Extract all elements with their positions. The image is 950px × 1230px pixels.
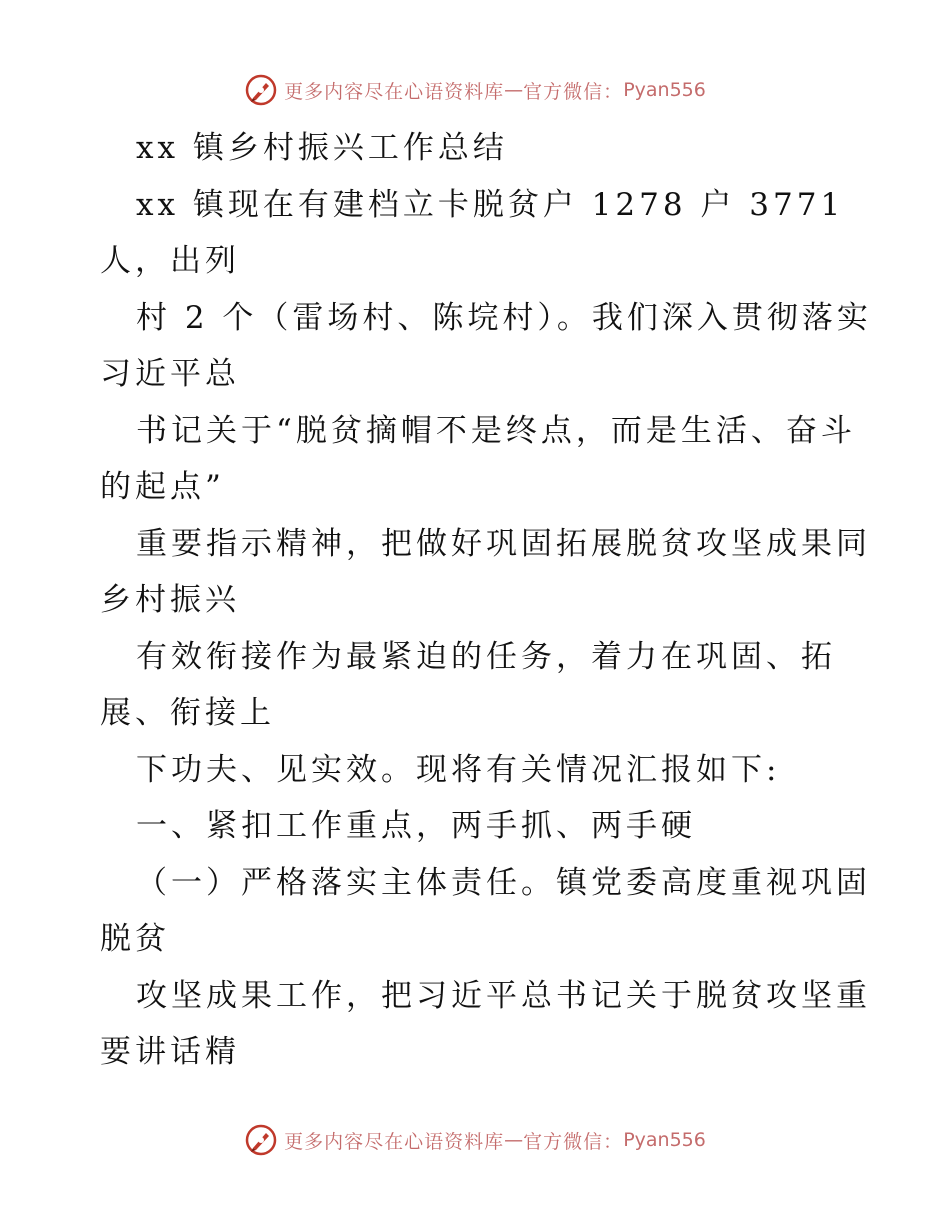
- text-line: 习近平总: [100, 356, 240, 392]
- watermark-wechat-id: Pyan556: [623, 79, 706, 101]
- watermark-separator: —: [504, 79, 524, 101]
- text-line: 有效衔接作为最紧迫的任务，着力在巩固、拓: [136, 638, 836, 675]
- text-line: xx 镇现在有建档立卡脱贫户 1278 户 3771: [136, 186, 845, 223]
- text-line: 一、紧扣工作重点，两手抓、两手硬: [136, 808, 696, 844]
- header-watermark: [0, 70, 950, 110]
- text-line: 人，出列: [100, 243, 240, 279]
- pen-logo-icon: [244, 1123, 278, 1157]
- text-line: 攻坚成果工作，把习近平总书记关于脱贫攻坚重: [136, 977, 871, 1014]
- watermark-label: 官方微信：: [523, 80, 624, 103]
- document-body: [100, 120, 872, 1081]
- text-line: 村 2 个（雷场村、陈垸村）。我们深入贯彻落实: [136, 299, 872, 336]
- text-line: （一）严格落实主体责任。镇党委高度重视巩固: [136, 864, 871, 901]
- text-line: 要讲话精: [100, 1034, 240, 1070]
- watermark-text: 更多内容尽在心语资料库: [284, 80, 505, 103]
- text-line: 脱贫: [100, 921, 170, 957]
- text-line: 展、衔接上: [100, 695, 275, 731]
- watermark-text: 更多内容尽在心语资料库: [284, 1130, 505, 1153]
- watermark-separator: —: [504, 1129, 524, 1151]
- text-line: xx 镇乡村振兴工作总结: [136, 130, 508, 166]
- watermark-wechat-id: Pyan556: [623, 1129, 706, 1151]
- text-line: 书记关于“脱贫摘帽不是终点，而是生活、奋斗: [136, 412, 856, 449]
- pen-logo-icon: [244, 73, 278, 107]
- text-line: 重要指示精神，把做好巩固拓展脱贫攻坚成果同: [136, 525, 871, 562]
- text-line: 下功夫、见实效。现将有关情况汇报如下:: [136, 751, 781, 788]
- text-line: 乡村振兴: [100, 582, 240, 618]
- watermark-label: 官方微信：: [523, 1130, 624, 1153]
- text-line: 的起点”: [100, 469, 225, 505]
- footer-watermark: [0, 1120, 950, 1160]
